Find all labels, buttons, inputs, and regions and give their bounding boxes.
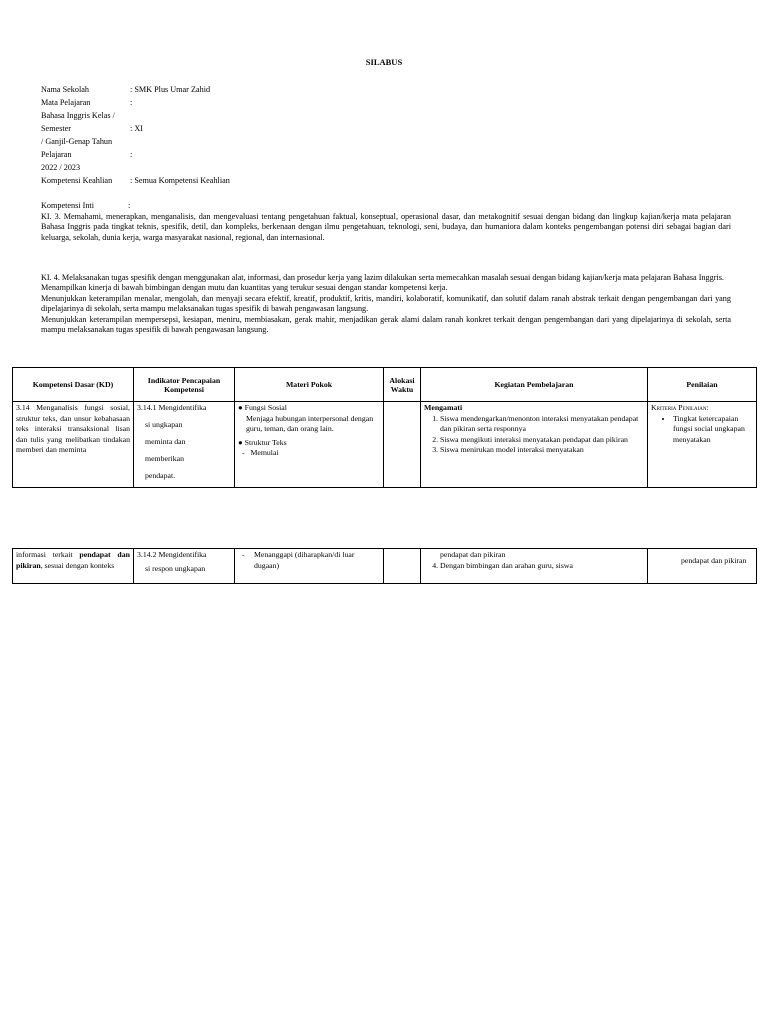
indikator-cell — [134, 402, 235, 488]
kd-cell: informasi terkait pendapat dan pikiran, sesuai dengan konteks — [13, 549, 134, 584]
ipk-text — [137, 414, 231, 484]
bullet-icon: ● — [238, 403, 243, 412]
materi-cell — [235, 402, 384, 488]
header-materi: Materi Pokok — [235, 368, 384, 402]
penilaian-heading: Kriteria Penilaian: — [651, 403, 709, 412]
materi-body: Menjaga hubungan interpersonal dengan guru, teman, dan orang lain. — [246, 413, 374, 433]
alokasi-cell — [384, 402, 421, 488]
bullet-icon: ● — [238, 437, 243, 447]
mapel-colon: : — [130, 98, 133, 107]
mapel-value: Bahasa Inggris Kelas / — [41, 111, 115, 120]
table-row — [13, 549, 757, 584]
kegiatan-list — [424, 561, 644, 572]
nama-sekolah-value: : SMK Plus Umar Zahid — [130, 85, 211, 94]
list-item: • Tingkat ketercapaian fungsi social ungkapan menyatakan — [673, 414, 753, 446]
table-header-row — [13, 368, 757, 402]
ki4-line-2: Menampilkan kinerja di bawah bimbingan dengan mutu dan kuantitas yang terukur sesuai dengan standar kompetensi kerja. — [41, 283, 448, 293]
indikator-cell — [134, 549, 235, 584]
mapel-label: Mata Pelajaran — [41, 98, 91, 107]
penilaian-cell — [648, 549, 757, 584]
ipk-line: meminta dan — [145, 436, 186, 446]
header-kegiatan: Kegiatan Pembelajaran — [421, 368, 648, 402]
materi-item: - Menanggapi (diharapkan/di luar dugaan) — [242, 550, 355, 570]
ki-colon: : — [128, 201, 131, 210]
ipk-number: 3.14.1 Mengidentifika — [137, 403, 207, 412]
kegiatan-list — [424, 414, 644, 456]
ipk-number: 3.14.2 Mengidentifika — [137, 550, 207, 559]
list-item: 4. Dengan bimbingan dan arahan guru, siswa — [440, 561, 644, 572]
materi-heading: ● Fungsi Sosial — [238, 403, 287, 412]
ki4-line-4: Menunjukkan keterampilan mempersepsi, kesiapan, meniru, membiasakan, gerak mahir, menjadikan gerak alami dalam ranah konkret terkait dengan pengembangan dari yang dipelajarinya di sekolah, serta mampu melaksanakan tugas spesifik di bawah pengawasan langsung. — [41, 314, 731, 335]
ki4-line-3: Menunjukkan keterampilan menalar, mengolah, dan menyaji secara efektif, kreatif, produktif, kritis, mandiri, kolaboratif, komunikatif, dan solutif dalam ranah abstrak terkait dengan pengembangan dari yang dipelajarinya di sekolah, serta mampu melaksanakan tugas spesifik di bawah pengawasan langsung. — [41, 293, 731, 314]
alokasi-cell — [384, 549, 421, 584]
tahun-value: 2022 / 2023 — [41, 163, 81, 172]
kd-cell: 3.14 Menganalisis fungsi sosial, struktur teks, dan unsur kebahasaan teks interaksi transaksional lisan dan tulis yang melibatkan tindakan memberi dan meminta — [13, 402, 134, 488]
materi-heading: ● Struktur Teks — [238, 437, 287, 447]
list-item: 3. Siswa menirukan model interaksi menyatakan — [440, 445, 644, 456]
page-title: SILABUS — [365, 57, 403, 67]
pelajaran-colon: : — [130, 150, 133, 159]
semester-value: : XI — [130, 124, 143, 133]
kegiatan-cell — [421, 402, 648, 488]
ki-label: Kompetensi Inti — [41, 201, 94, 210]
ipk-line: si respon ungkapan — [145, 563, 206, 573]
penilaian-continued: pendapat dan pikiran — [681, 556, 747, 565]
kegiatan-cell — [421, 549, 648, 584]
ki4-paragraph — [41, 273, 731, 335]
ipk-line: memberikan — [145, 453, 184, 463]
ki3-paragraph: KI. 3. Memahami, menerapkan, menganalisis, dan mengevaluasi tentang pengetahuan faktual, konseptual, operasional dasar, dan metakognitif sesuai dengan bidang dan lingkup kajian/kerja mata pelajaran Bahasa Inggris pada tingkat teknis, spesifik, detil, dan kompleks, berkenaan dengan ilmu pengetahuan, teknologi, seni, budaya, dan humaniora dalam konteks pengembangan potensi diri sebagai bagian dari keluarga, sekolah, dunia kerja, warga masyarakat nasional, regional, dan internasional. — [41, 212, 731, 242]
materi-cell — [235, 549, 384, 584]
pelajaran-label: Pelajaran — [41, 150, 72, 159]
kegiatan-continued: pendapat dan pikiran — [440, 550, 506, 559]
list-item: 2. Siswa mengikuti interaksi menyatakan pendapat dan pikiran — [440, 435, 644, 446]
header-alokasi: Alokasi Waktu — [384, 368, 421, 402]
header-kd: Kompetensi Dasar (KD) — [13, 368, 134, 402]
keahlian-value: : Semua Kompetensi Keahlian — [130, 176, 230, 185]
semester-label: Semester — [41, 124, 72, 133]
header-penilaian: Penilaian — [648, 368, 757, 402]
ipk-line: pendapat. — [145, 470, 176, 480]
ki4-line-1: KI. 4. Melaksanakan tugas spesifik dengan menggunakan alat, informasi, dan prosedur kerja yang lazim dilakukan serta memecahkan masalah sesuai dengan bidang kajian/kerja mata pelajaran Bahasa Inggris. — [41, 273, 724, 282]
penilaian-cell — [648, 402, 757, 488]
penilaian-list — [651, 414, 753, 446]
list-item: 1. Siswa mendengarkan/menonton interaksi menyatakan pendapat dan pikiran serta responnya — [440, 414, 644, 435]
nama-sekolah-label: Nama Sekolah — [41, 85, 89, 94]
keahlian-label: Kompetensi Keahlian — [41, 176, 113, 185]
silabus-table-continued — [12, 548, 757, 584]
silabus-table — [12, 367, 757, 488]
table-row — [13, 402, 757, 488]
kegiatan-heading: Mengamati — [424, 403, 463, 412]
ganjil-genap-line: / Ganjil-Genap Tahun — [41, 137, 113, 146]
header-indikator: Indikator Pencapaian Kompetensi — [134, 368, 235, 402]
materi-item: - Memulai — [242, 448, 279, 457]
ipk-line: si ungkapan — [145, 419, 183, 429]
